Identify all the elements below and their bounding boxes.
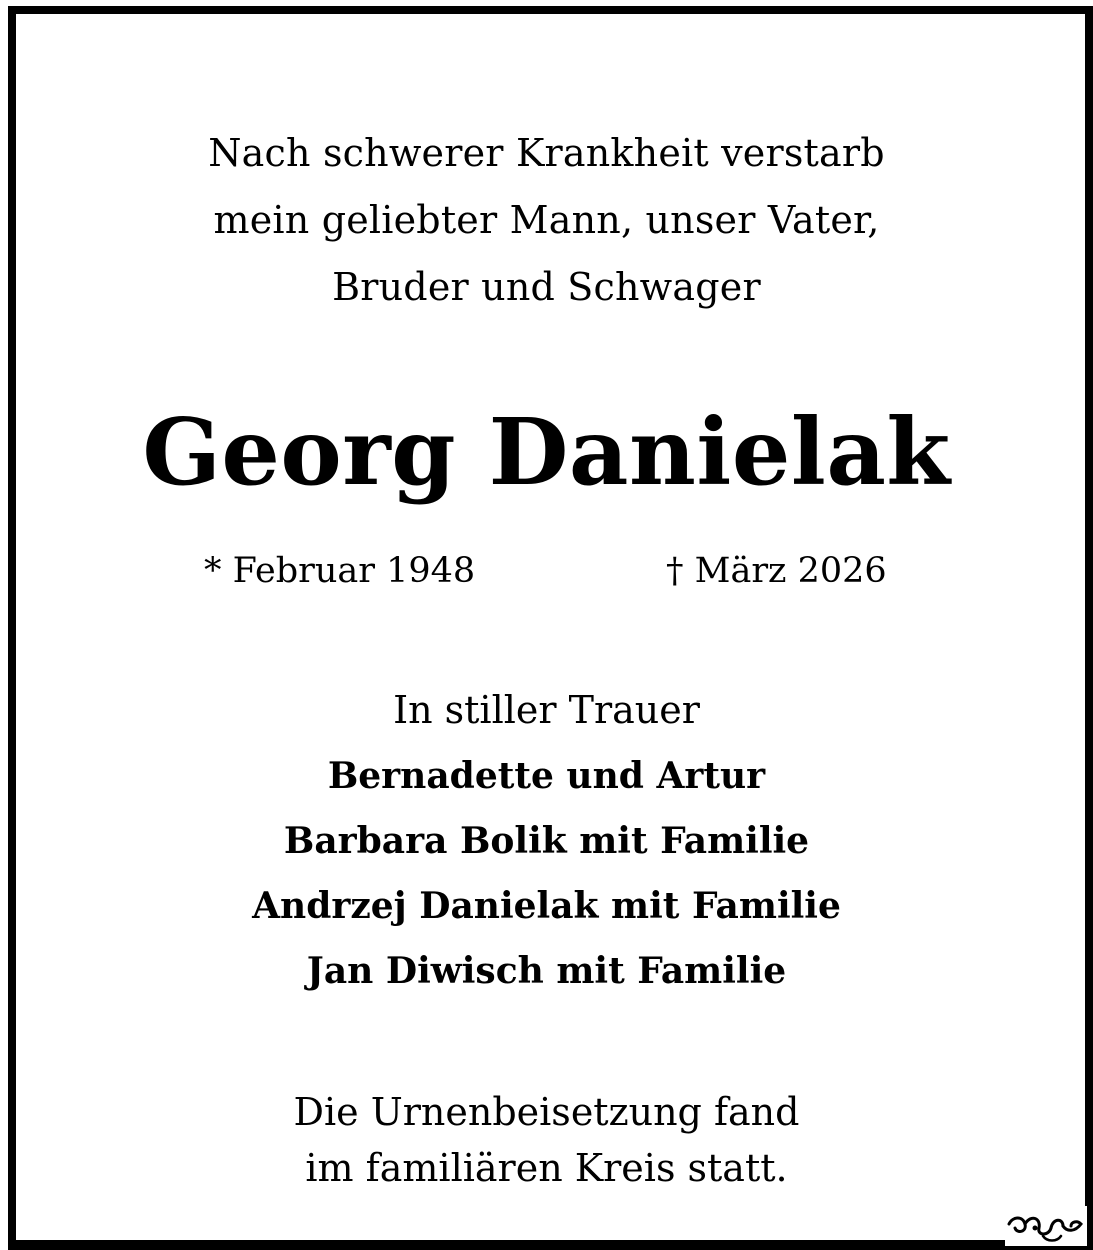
notice-line: im familiären Kreis statt. [305, 1146, 788, 1190]
mourners-list [0, 744, 1093, 1004]
mourner-name: Andrzej Danielak mit Familie [252, 885, 841, 927]
mourner-name: Barbara Bolik mit Familie [283, 820, 810, 862]
death-date: † März 2026 [666, 551, 887, 591]
mourning-heading: In stiller Trauer [393, 688, 700, 732]
intro-line: Bruder und Schwager [332, 265, 761, 309]
notice-line: Die Urnenbeisetzung fand [293, 1090, 800, 1134]
birth-date: * Februar 1948 [204, 551, 476, 591]
intro-text [0, 120, 1093, 321]
mourner-name: Jan Diwisch mit Familie [306, 950, 787, 992]
burial-notice [0, 1084, 1093, 1196]
mourner-name: Bernadette und Artur [327, 755, 766, 797]
flourish-ornament-icon [1005, 1206, 1087, 1246]
intro-line: mein geliebter Mann, unser Vater, [213, 198, 880, 242]
deceased-name: Georg Danielak [142, 398, 951, 506]
intro-line: Nach schwerer Krankheit verstarb [208, 131, 885, 175]
flourish-ornament-icon [1005, 1206, 1087, 1246]
